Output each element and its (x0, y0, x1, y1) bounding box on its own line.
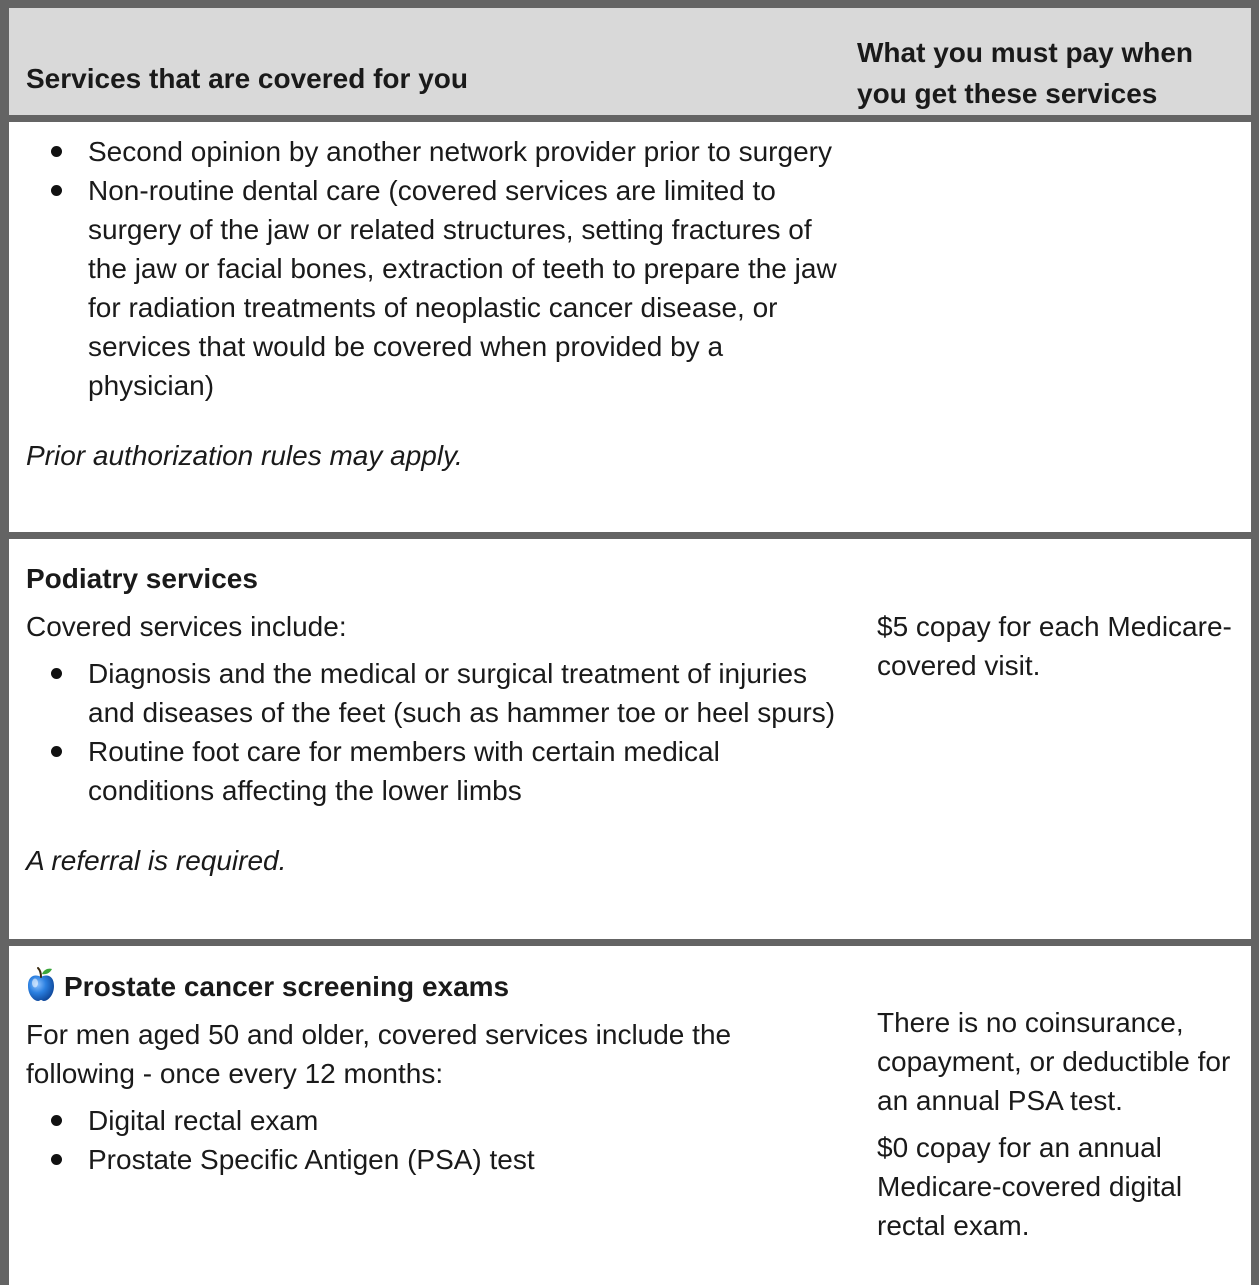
table-row-podiatry (9, 539, 1251, 946)
bullet-icon (51, 1115, 62, 1126)
table-row-prostate (9, 946, 1251, 1266)
list-item (26, 1101, 842, 1140)
podiatry-title: Podiatry services (26, 563, 258, 594)
prostate-payment-cell (852, 946, 1251, 1266)
prostate-bullet-list (26, 1101, 842, 1179)
podiatry-payment-cell (852, 539, 1251, 939)
apple-icon (26, 966, 56, 1002)
bullet-icon (51, 668, 62, 679)
list-item (26, 732, 842, 810)
podiatry-intro: Covered services include: (26, 611, 347, 642)
list-item (26, 171, 842, 405)
rectal-exam-cost: $0 copay for an annual Medicare-covered digital rectal exam. (877, 1132, 1183, 1241)
continuation-bullet-list (26, 132, 842, 405)
header-services-cell (9, 8, 852, 115)
psa-cost: There is no coinsurance, copayment, or deductible for an annual PSA test. (877, 1007, 1231, 1116)
list-item (26, 1140, 842, 1179)
bullet-icon (51, 1154, 62, 1165)
table-header-row (9, 8, 1251, 122)
referral-note: A referral is required. (26, 845, 287, 876)
list-item-text: Second opinion by another network provider prior to surgery (88, 136, 832, 167)
podiatry-cost: $5 copay for each Medicare-covered visit. (877, 611, 1232, 681)
list-item-text: Digital rectal exam (88, 1105, 319, 1136)
bullet-icon (51, 746, 62, 757)
podiatry-bullet-list (26, 654, 842, 810)
list-item-text: Prostate Specific Antigen (PSA) test (88, 1144, 535, 1175)
list-item-text: Routine foot care for members with certain medical conditions affecting the lower limbs (88, 736, 720, 806)
prior-authorization-note: Prior authorization rules may apply. (26, 440, 463, 471)
header-services-label: Services that are covered for you (26, 63, 468, 94)
podiatry-services-cell (9, 539, 852, 939)
prostate-intro: For men aged 50 and older, covered services include the following - once every 12 months: (26, 1019, 732, 1089)
header-payment-cell (852, 8, 1251, 115)
continuation-services-cell (9, 122, 852, 532)
list-item (26, 132, 842, 171)
list-item-text: Non-routine dental care (covered services are limited to surgery of the jaw or related structures, setting fractures of the jaw or facial bones, extraction of teeth to prepare the jaw for radiation treatments of neoplastic cancer disease, or services that would be covered when provided by a physician) (88, 175, 837, 401)
header-payment-label: What you must pay when you get these services (857, 37, 1194, 109)
table-row-continuation (9, 122, 1251, 539)
bullet-icon (51, 146, 62, 157)
prostate-title-line (26, 966, 842, 1006)
bullet-icon (51, 185, 62, 196)
prostate-title: Prostate cancer screening exams (64, 971, 510, 1002)
prostate-services-cell (9, 946, 852, 1266)
list-item-text: Diagnosis and the medical or surgical treatment of injuries and diseases of the feet (such as hammer toe or heel spurs) (88, 658, 836, 728)
list-item (26, 654, 842, 732)
continuation-payment-cell (852, 122, 1251, 532)
